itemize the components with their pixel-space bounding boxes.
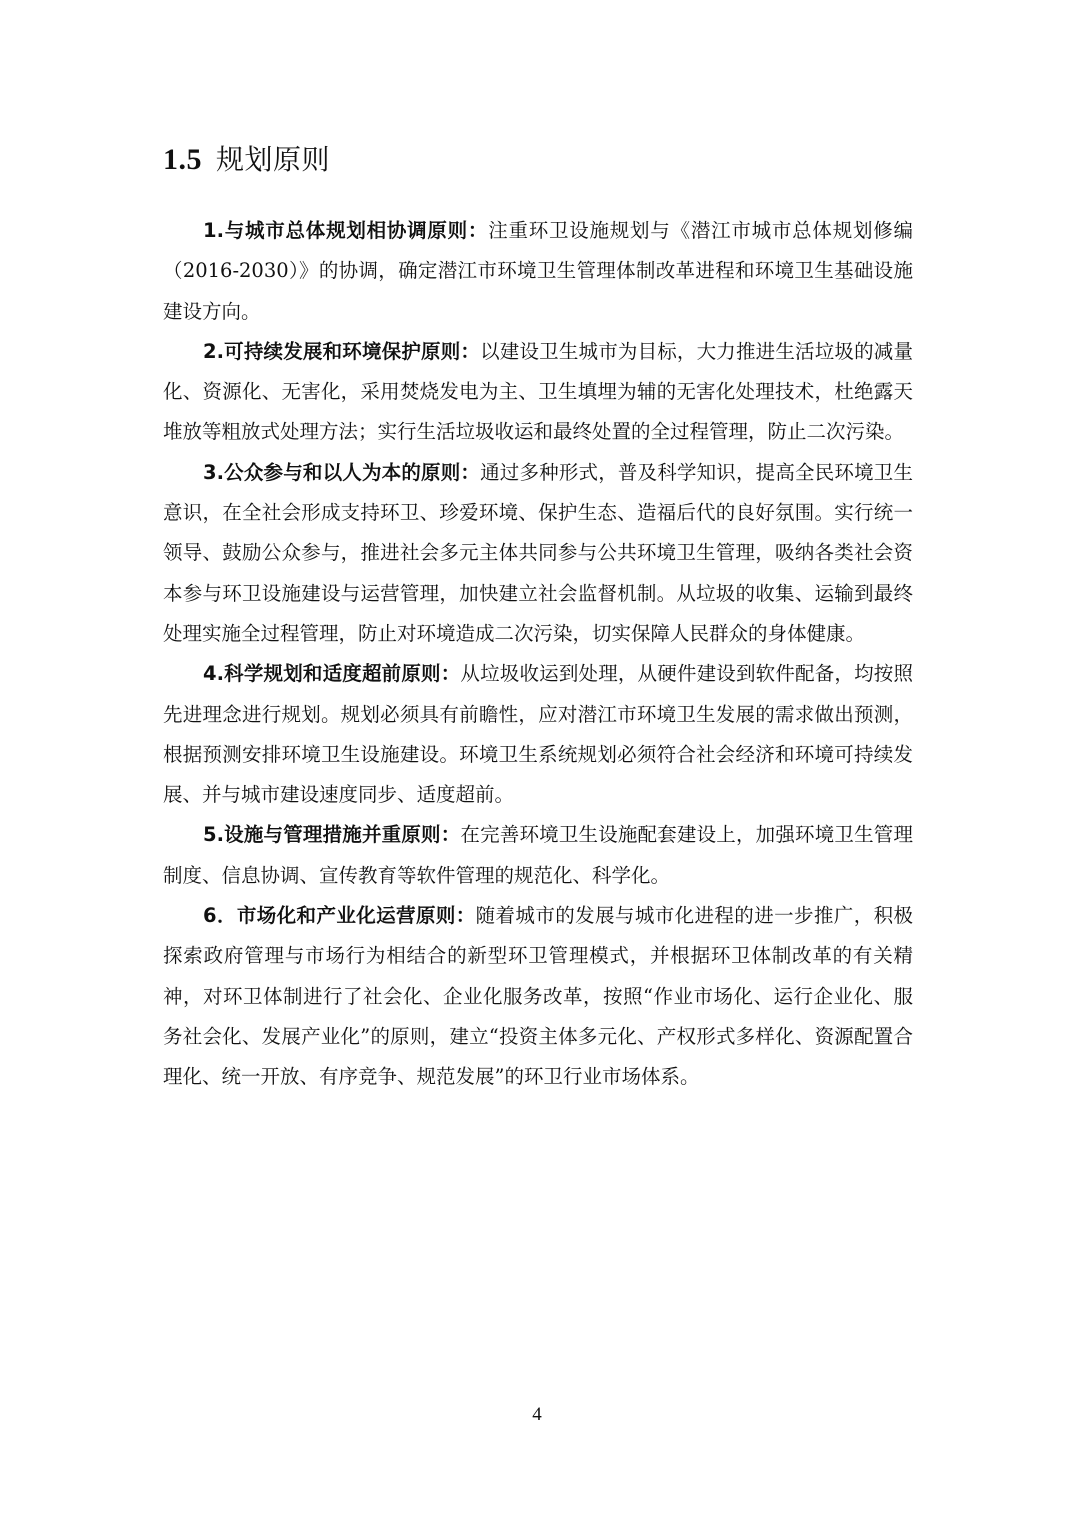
- section-number: 1.5: [163, 143, 202, 176]
- section-title: 规划原则: [216, 143, 331, 176]
- principle-label-5: 5.设施与管理措施并重原则：: [203, 823, 461, 847]
- section-heading: [163, 138, 330, 178]
- principle-paragraph-1: [163, 211, 913, 332]
- principle-text-2: 以建设卫生城市为目标，大力推进生活垃圾的减量化、资源化、无害化，采用焚烧发电为主、卫生填埋为辅的无害化处理技术，杜绝露天堆放等粗放式处理方法；实行生活垃圾收运和最终处置的全过程管理，防止二次污染。: [163, 339, 913, 444]
- principle-text-3: 通过多种形式，普及科学知识，提高全民环境卫生意识，在全社会形成支持环卫、珍爱环境、保护生态、造福后代的良好氛围。实行统一领导、鼓励公众参与，推进社会多元主体共同参与公共环境卫生管理，吸纳各类社会资本参与环卫设施建设与运营管理，加快建立社会监督机制。从垃圾的收集、运输到最终处理实施全过程管理，防止对环境造成二次污染，切实保障人民群众的身体健康。: [163, 460, 913, 645]
- principle-paragraph-3: [163, 453, 913, 654]
- principle-label-4: 4.科学规划和适度超前原则：: [203, 662, 461, 686]
- principle-text-5: 在完善环境卫生设施配套建设上，加强环境卫生管理制度、信息协调、宣传教育等软件管理的规范化、科学化。: [163, 823, 913, 887]
- principle-label-3: 3.公众参与和以人为本的原则：: [203, 460, 481, 484]
- principle-label-2: 2.可持续发展和环境保护原则：: [203, 339, 481, 363]
- principle-paragraph-2: [163, 332, 913, 453]
- principle-paragraph-6: [163, 896, 913, 1097]
- principle-text-4: 从垃圾收运到处理，从硬件建设到软件配备，均按照先进理念进行规划。规划必须具有前瞻性，应对潜江市环境卫生发展的需求做出预测，根据预测安排环境卫生设施建设。环境卫生系统规划必须符合社会经济和环境可持续发展、并与城市建设速度同步、适度超前。: [163, 662, 913, 807]
- principle-paragraph-4: [163, 654, 913, 815]
- principle-paragraph-5: [163, 815, 913, 896]
- principle-label-6: 6．市场化和产业化运营原则：: [203, 904, 476, 928]
- document-body: [163, 211, 913, 1098]
- principle-label-1: 1.与城市总体规划相协调原则：: [203, 219, 489, 242]
- principle-text-6: 随着城市的发展与城市化进程的进一步推广，积极探索政府管理与市场行为相结合的新型环卫管理模式，并根据环卫体制改革的有关精神，对环卫体制进行了社会化、企业化服务改革，按照“作业市场化、运行企业化、服务社会化、发展产业化”的原则，建立“投资主体多元化、产权形式多样化、资源配置合理化、统一开放、有序竞争、规范发展”的环卫行业市场体系。: [163, 904, 913, 1089]
- principle-text-1: 注重环卫设施规划与《潜江市城市总体规划修编（2016-2030）》的协调，确定潜江市环境卫生管理体制改革进程和环境卫生基础设施建设方向。: [163, 219, 913, 323]
- page-number: 4: [532, 1404, 542, 1425]
